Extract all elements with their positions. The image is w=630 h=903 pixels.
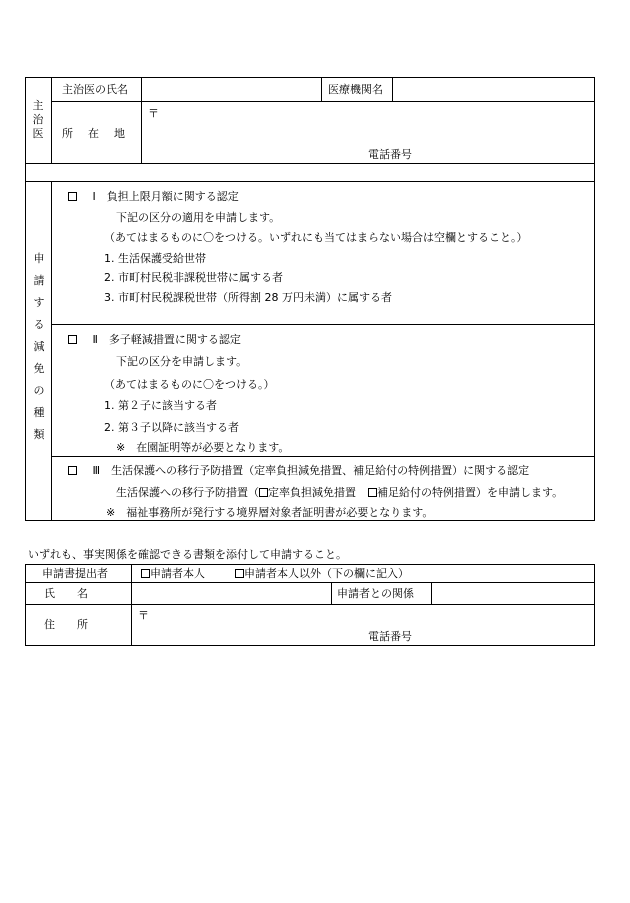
section2-item-2: 2. 第３子以降に該当する者: [104, 421, 239, 434]
section3-line1-suffix: ）を申請します。: [476, 486, 564, 499]
col-divider: [141, 77, 142, 164]
physician-name-label: 主治医の氏名: [62, 83, 128, 96]
row-divider: [25, 582, 595, 583]
table-border-left: [25, 77, 26, 521]
section1-line1: 下記の区分の適用を申請します。: [116, 211, 281, 224]
applicant-phone-label: 電話番号: [368, 630, 412, 643]
submitter-label: 申請書提出者: [42, 567, 108, 580]
submitter-self-checkbox[interactable]: [141, 569, 150, 578]
row-divider: [52, 101, 595, 102]
col-divider: [431, 582, 432, 605]
section3-option2-label: 補足給付の特例措置: [377, 486, 476, 499]
relation-field[interactable]: [433, 584, 592, 603]
application-type-label: 申 請 す る 減 免 の 種 類: [33, 252, 45, 441]
institution-label: 医療機関名: [328, 83, 383, 96]
section3-option1-label: 定率負担減免措置: [268, 486, 356, 499]
section2-checkbox[interactable]: [68, 335, 77, 344]
postal-mark: 〒: [138, 609, 149, 622]
col-divider: [51, 181, 52, 521]
section1-item-2: 2. 市町村民税非課税世帯に属する者: [104, 271, 283, 284]
row-divider: [25, 163, 595, 164]
physician-address-label: 所 在 地: [62, 127, 127, 140]
section1-note: （あてはまるものに〇をつける。いずれにも当てはまらない場合は空欄とすること。）: [104, 231, 528, 244]
section1-checkbox[interactable]: [68, 192, 77, 201]
submitter-self-option: [141, 567, 205, 581]
submitter-self-label: 申請者本人: [150, 567, 205, 580]
section2-note: （あてはまるものに〇をつける。）: [104, 378, 275, 391]
institution-field[interactable]: [394, 79, 592, 100]
section2-row: [68, 333, 241, 347]
table-border-left: [25, 564, 26, 646]
section1-item-1: 1. 生活保護受給世帯: [104, 252, 206, 265]
table-border-right: [594, 564, 595, 646]
section3-remark: ※ 福祉事務所が発行する境界層対象者証明書が必要となります。: [106, 506, 434, 519]
section3-option2-checkbox[interactable]: [368, 488, 377, 497]
physician-name-field[interactable]: [143, 79, 319, 100]
submitter-other-checkbox[interactable]: [235, 569, 244, 578]
physician-phone-label: 電話番号: [368, 148, 412, 161]
table-border-top: [25, 564, 595, 565]
row-divider: [52, 456, 595, 457]
table-border-bottom: [25, 645, 595, 646]
section2-remark: ※ 在園証明等が必要となります。: [116, 441, 290, 454]
table-border-right: [594, 77, 595, 521]
col-divider: [331, 582, 332, 605]
section3-line1-prefix: 生活保護への移行予防措置（: [116, 486, 259, 499]
section2-line1: 下記の区分を申請します。: [116, 355, 248, 368]
section3-option1-checkbox[interactable]: [259, 488, 268, 497]
section2-item-1: 1. 第２子に該当する者: [104, 399, 217, 412]
row-divider: [52, 324, 595, 325]
applicant-name-field[interactable]: [133, 584, 329, 603]
postal-mark: 〒: [148, 107, 159, 120]
row-divider: [25, 604, 595, 605]
section3-row: [68, 464, 529, 478]
section1-item-3: 3. 市町村民税課税世帯（所得割 28 万円未満）に属する者: [104, 291, 392, 304]
section2-title: Ⅱ 多子軽減措置に関する認定: [92, 333, 241, 346]
submitter-other-option: [235, 567, 409, 581]
row-divider: [25, 181, 595, 182]
section3-checkbox[interactable]: [68, 466, 77, 475]
col-divider: [392, 77, 393, 102]
relation-label: 申請者との関係: [337, 587, 414, 600]
applicant-address-field[interactable]: [133, 606, 592, 644]
col-divider: [131, 564, 132, 646]
section3-line1: [116, 486, 563, 500]
applicant-address-label: 住 所: [44, 618, 88, 631]
applicant-name-label: 氏 名: [44, 587, 88, 600]
attachment-notice: いずれも、事実関係を確認できる書類を添付して申請すること。: [28, 548, 347, 561]
col-divider: [51, 77, 52, 164]
section1-title: Ⅰ 負担上限月額に関する認定: [92, 190, 239, 203]
section3-title: Ⅲ 生活保護への移行予防措置（定率負担減免措置、補足給付の特例措置）に関する認定: [92, 464, 530, 477]
section1-row: [68, 190, 239, 204]
col-divider: [321, 77, 322, 102]
table-border-top: [25, 77, 595, 78]
submitter-other-label: 申請者本人以外（下の欄に記入）: [244, 567, 409, 580]
physician-section-label: 主 治 医: [32, 99, 44, 140]
table-border-bottom: [25, 520, 595, 521]
